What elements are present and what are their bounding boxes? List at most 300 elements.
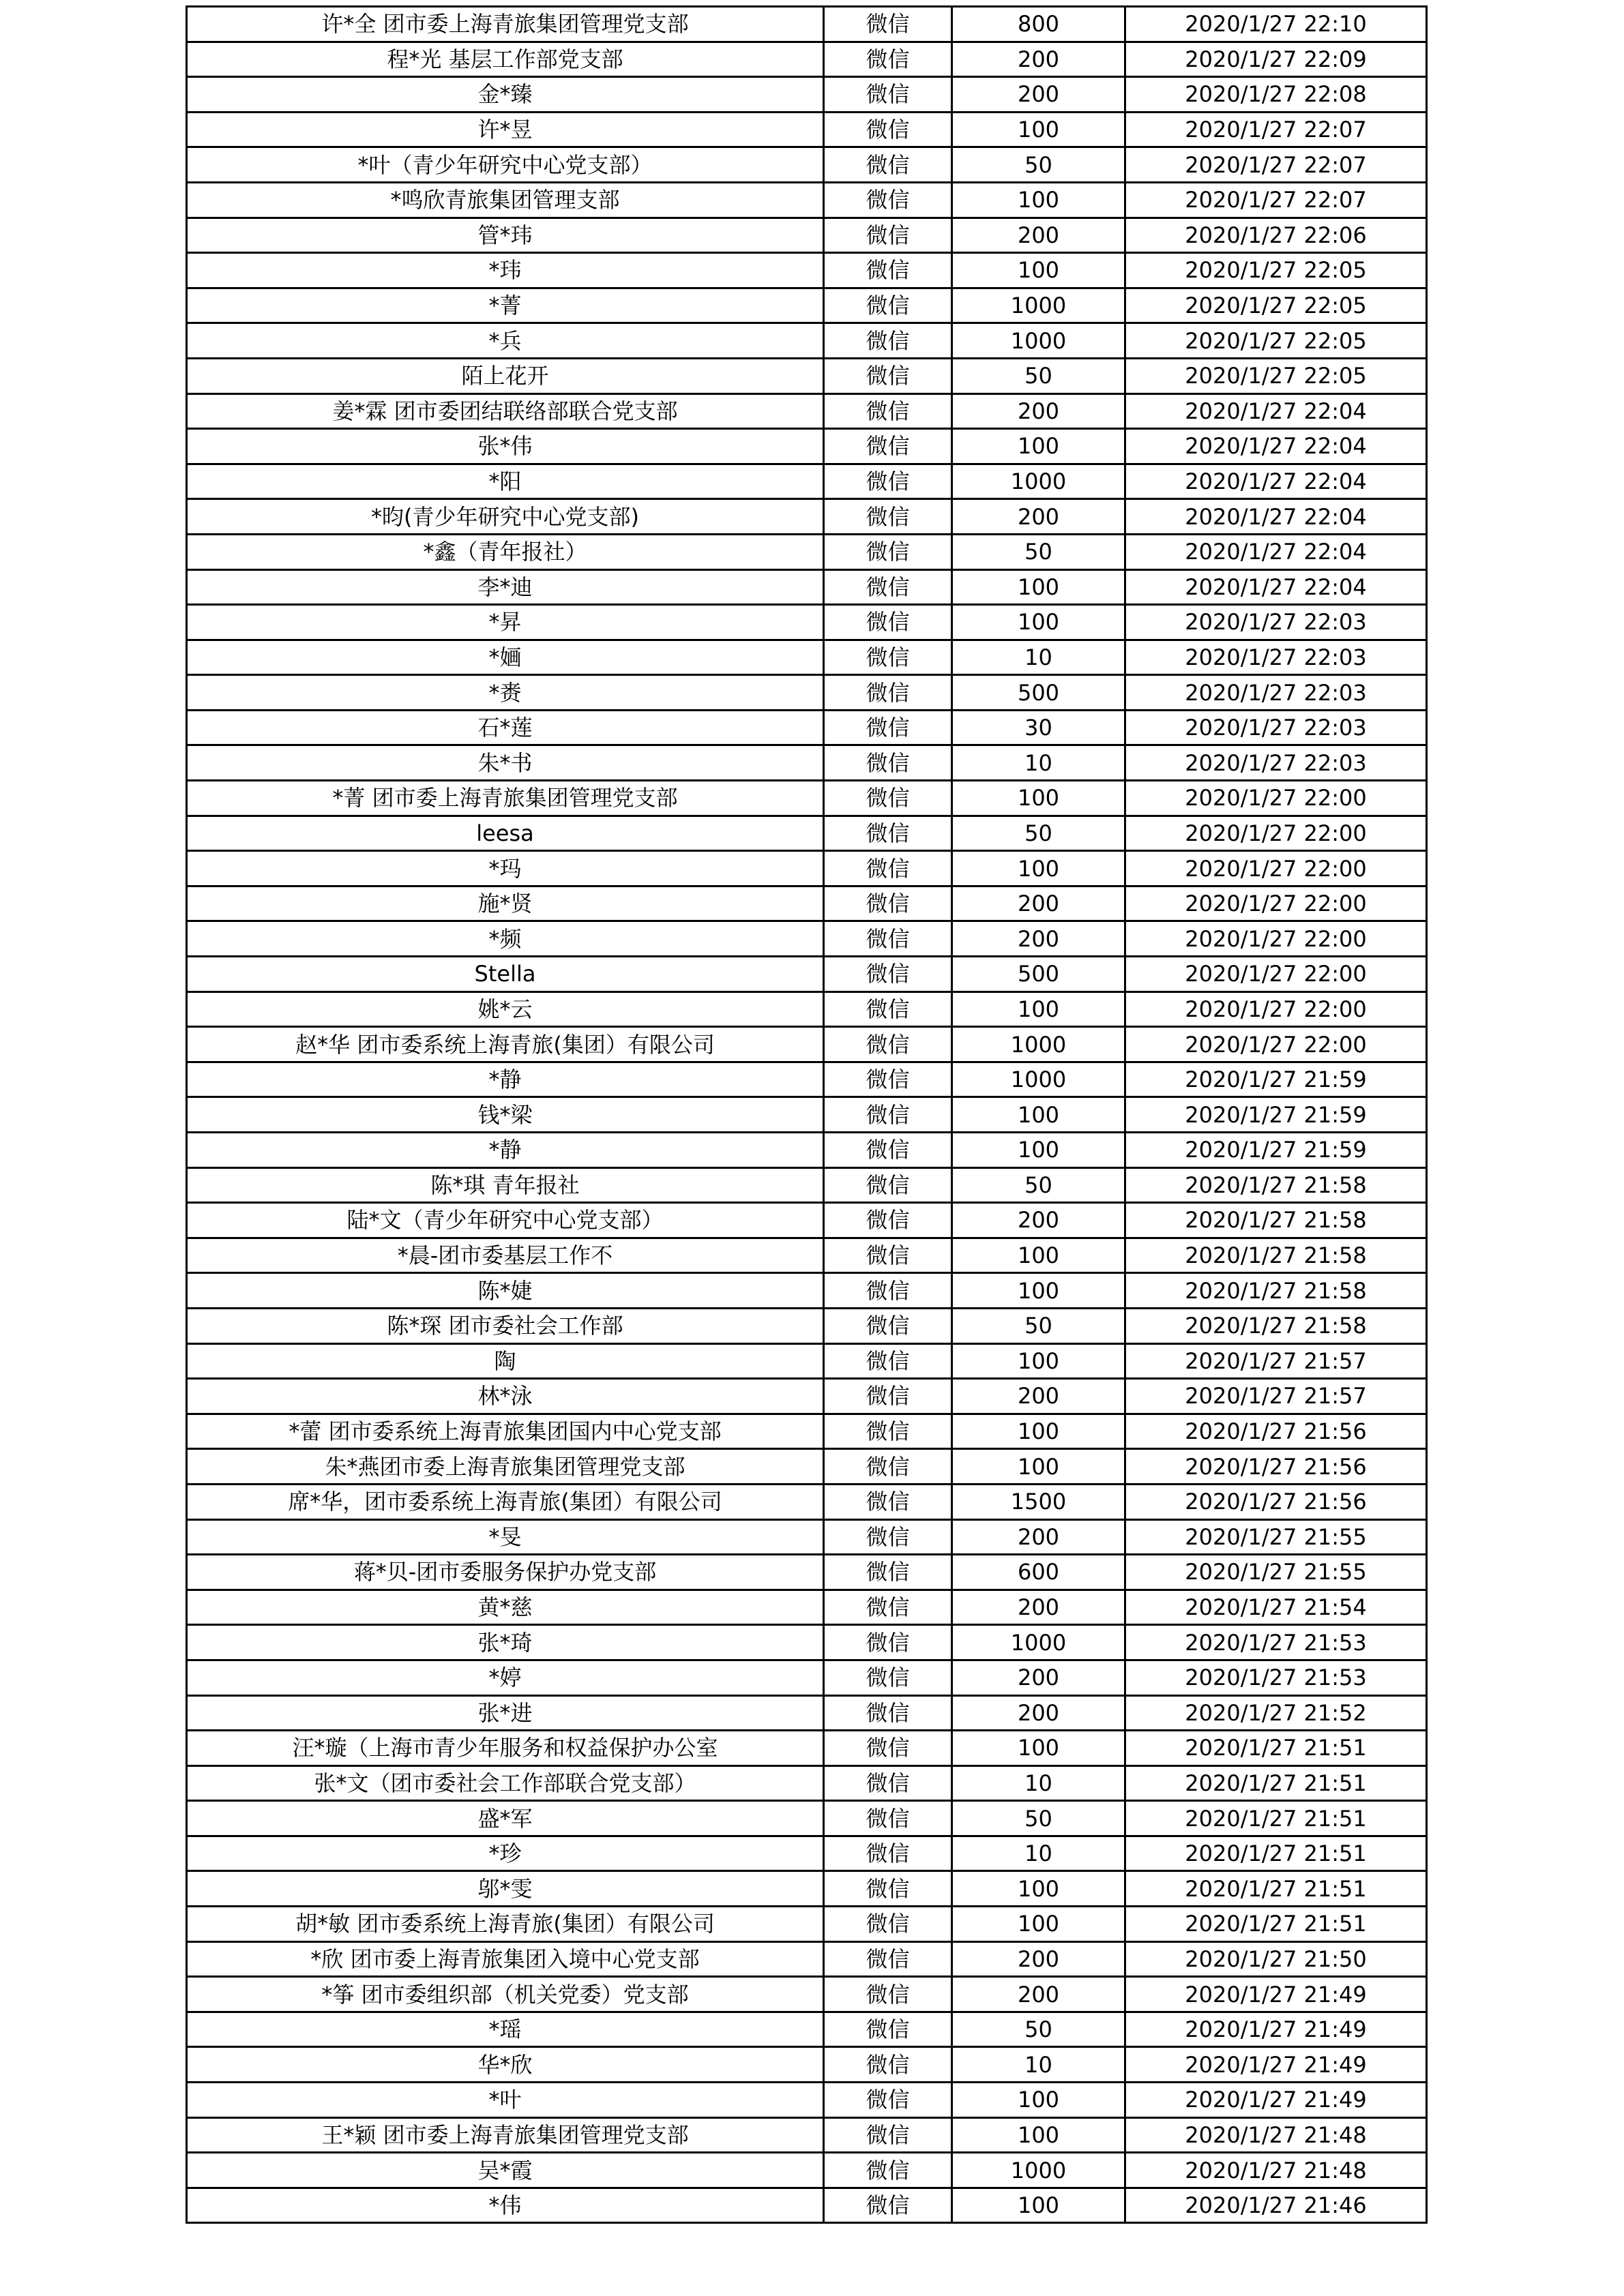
amount-cell: 10 [952,1765,1125,1801]
datetime-cell: 2020/1/27 22:03 [1125,710,1427,745]
donor-name-cell: 石*莲 [187,710,824,745]
datetime-cell: 2020/1/27 22:00 [1125,957,1427,992]
datetime-cell: 2020/1/27 21:51 [1125,1765,1427,1801]
table-row [187,112,1427,147]
datetime-cell: 2020/1/27 21:58 [1125,1203,1427,1238]
donor-name-cell: 张*伟 [187,429,824,464]
donor-name-cell: 钱*梁 [187,1097,824,1133]
amount-cell: 100 [952,429,1125,464]
table-row [187,358,1427,393]
donor-name-cell: 张*琦 [187,1625,824,1660]
payment-method-cell: 微信 [824,1590,952,1625]
datetime-cell: 2020/1/27 21:57 [1125,1379,1427,1414]
amount-cell: 10 [952,2047,1125,2083]
payment-method-cell: 微信 [824,7,952,42]
donor-name-cell: 盛*军 [187,1801,824,1836]
datetime-cell: 2020/1/27 22:04 [1125,429,1427,464]
payment-method-cell: 微信 [824,1907,952,1942]
payment-method-cell: 微信 [824,499,952,535]
datetime-cell: 2020/1/27 22:05 [1125,288,1427,323]
datetime-cell: 2020/1/27 22:04 [1125,499,1427,535]
payment-method-cell: 微信 [824,1871,952,1907]
donor-name-cell: 施*贤 [187,886,824,921]
payment-method-cell: 微信 [824,1238,952,1273]
amount-cell: 1000 [952,2153,1125,2188]
donor-name-cell: *菁 [187,288,824,323]
table-row [187,1027,1427,1062]
payment-method-cell: 微信 [824,1519,952,1555]
amount-cell: 200 [952,1695,1125,1731]
datetime-cell: 2020/1/27 21:49 [1125,2012,1427,2047]
payment-method-cell: 微信 [824,1273,952,1309]
table-row [187,1238,1427,1273]
donor-name-cell: *菁 团市委上海青旅集团管理党支部 [187,781,824,816]
datetime-cell: 2020/1/27 22:00 [1125,851,1427,886]
table-row [187,1941,1427,1977]
amount-cell: 100 [952,1731,1125,1766]
amount-cell: 1000 [952,1625,1125,1660]
amount-cell: 100 [952,605,1125,640]
amount-cell: 200 [952,886,1125,921]
payment-method-cell: 微信 [824,992,952,1027]
donor-name-cell: 李*迪 [187,569,824,605]
table-row [187,710,1427,745]
datetime-cell: 2020/1/27 22:04 [1125,464,1427,499]
table-row [187,1133,1427,1168]
table-row [187,147,1427,183]
payment-method-cell: 微信 [824,2117,952,2153]
datetime-cell: 2020/1/27 21:54 [1125,1590,1427,1625]
amount-cell: 50 [952,534,1125,569]
datetime-cell: 2020/1/27 21:51 [1125,1801,1427,1836]
donor-name-cell: *阳 [187,464,824,499]
table-row [187,7,1427,42]
donor-name-cell: 席*华，团市委系统上海青旅(集团）有限公司 [187,1484,824,1519]
payment-method-cell: 微信 [824,1379,952,1414]
table-row [187,1414,1427,1449]
amount-cell: 200 [952,1379,1125,1414]
table-row [187,1343,1427,1379]
payment-method-cell: 微信 [824,1097,952,1133]
donor-name-cell: 金*臻 [187,77,824,113]
amount-cell: 100 [952,1907,1125,1942]
amount-cell: 10 [952,745,1125,781]
amount-cell: 200 [952,1941,1125,1977]
donor-name-cell: 邬*雯 [187,1871,824,1907]
payment-method-cell: 微信 [824,288,952,323]
amount-cell: 50 [952,1801,1125,1836]
table-row [187,534,1427,569]
payment-method-cell: 微信 [824,1027,952,1062]
datetime-cell: 2020/1/27 22:00 [1125,781,1427,816]
donor-name-cell: 许*全 团市委上海青旅集团管理党支部 [187,7,824,42]
table-row [187,1097,1427,1133]
table-row [187,2117,1427,2153]
donor-name-cell: 陈*婕 [187,1273,824,1309]
datetime-cell: 2020/1/27 21:59 [1125,1133,1427,1168]
payment-method-cell: 微信 [824,147,952,183]
amount-cell: 100 [952,1871,1125,1907]
amount-cell: 800 [952,7,1125,42]
datetime-cell: 2020/1/27 22:07 [1125,182,1427,218]
payment-method-cell: 微信 [824,2153,952,2188]
donor-name-cell: *玛 [187,851,824,886]
table-row [187,1590,1427,1625]
payment-method-cell: 微信 [824,1555,952,1590]
table-row [187,1836,1427,1871]
datetime-cell: 2020/1/27 22:10 [1125,7,1427,42]
table-row [187,1062,1427,1097]
datetime-cell: 2020/1/27 21:46 [1125,2188,1427,2223]
donor-name-cell: 姜*霖 团市委团结联络部联合党支部 [187,393,824,429]
payment-method-cell: 微信 [824,1625,952,1660]
donation-table [186,5,1428,2224]
table-row [187,1555,1427,1590]
amount-cell: 1000 [952,1062,1125,1097]
payment-method-cell: 微信 [824,2083,952,2118]
datetime-cell: 2020/1/27 21:57 [1125,1343,1427,1379]
datetime-cell: 2020/1/27 22:03 [1125,675,1427,711]
datetime-cell: 2020/1/27 22:00 [1125,921,1427,957]
table-row [187,288,1427,323]
table-row [187,640,1427,675]
amount-cell: 100 [952,1133,1125,1168]
payment-method-cell: 微信 [824,675,952,711]
payment-method-cell: 微信 [824,1133,952,1168]
amount-cell: 30 [952,710,1125,745]
payment-method-cell: 微信 [824,218,952,253]
payment-method-cell: 微信 [824,957,952,992]
payment-method-cell: 微信 [824,1062,952,1097]
datetime-cell: 2020/1/27 21:52 [1125,1695,1427,1731]
donor-name-cell: *筝 团市委组织部（机关党委）党支部 [187,1977,824,2012]
datetime-cell: 2020/1/27 22:05 [1125,253,1427,288]
amount-cell: 200 [952,1977,1125,2012]
amount-cell: 200 [952,921,1125,957]
datetime-cell: 2020/1/27 21:59 [1125,1062,1427,1097]
table-row [187,1907,1427,1942]
amount-cell: 100 [952,781,1125,816]
amount-cell: 1000 [952,323,1125,359]
amount-cell: 1000 [952,1027,1125,1062]
amount-cell: 200 [952,1203,1125,1238]
donor-name-cell: 陶 [187,1343,824,1379]
table-row [187,393,1427,429]
amount-cell: 1000 [952,288,1125,323]
payment-method-cell: 微信 [824,534,952,569]
amount-cell: 100 [952,2083,1125,2118]
table-row [187,1801,1427,1836]
amount-cell: 100 [952,2117,1125,2153]
datetime-cell: 2020/1/27 22:06 [1125,218,1427,253]
donor-name-cell: 林*泳 [187,1379,824,1414]
datetime-cell: 2020/1/27 21:51 [1125,1907,1427,1942]
payment-method-cell: 微信 [824,253,952,288]
amount-cell: 1500 [952,1484,1125,1519]
donor-name-cell: *叶（青少年研究中心党支部） [187,147,824,183]
table-row [187,1625,1427,1660]
amount-cell: 50 [952,816,1125,851]
donor-name-cell: 赵*华 团市委系统上海青旅(集团）有限公司 [187,1027,824,1062]
table-row [187,781,1427,816]
amount-cell: 200 [952,42,1125,77]
payment-method-cell: 微信 [824,851,952,886]
payment-method-cell: 微信 [824,816,952,851]
donor-name-cell: 陈*琛 团市委社会工作部 [187,1308,824,1343]
payment-method-cell: 微信 [824,1414,952,1449]
payment-method-cell: 微信 [824,464,952,499]
donor-name-cell: *昀(青少年研究中心党支部) [187,499,824,535]
table-row [187,2047,1427,2083]
datetime-cell: 2020/1/27 21:49 [1125,2083,1427,2118]
donor-name-cell: 朱*书 [187,745,824,781]
amount-cell: 100 [952,1414,1125,1449]
datetime-cell: 2020/1/27 22:04 [1125,569,1427,605]
payment-method-cell: 微信 [824,745,952,781]
table-row [187,1871,1427,1907]
payment-method-cell: 微信 [824,429,952,464]
amount-cell: 50 [952,147,1125,183]
donor-name-cell: 张*文（团市委社会工作部联合党支部） [187,1765,824,1801]
table-row [187,218,1427,253]
donor-name-cell: 陈*琪 青年报社 [187,1167,824,1203]
payment-method-cell: 微信 [824,1203,952,1238]
datetime-cell: 2020/1/27 21:58 [1125,1273,1427,1309]
table-row [187,1660,1427,1695]
donor-name-cell: *玮 [187,253,824,288]
datetime-cell: 2020/1/27 21:48 [1125,2153,1427,2188]
datetime-cell: 2020/1/27 21:58 [1125,1308,1427,1343]
table-row [187,992,1427,1027]
datetime-cell: 2020/1/27 21:56 [1125,1449,1427,1485]
datetime-cell: 2020/1/27 21:58 [1125,1238,1427,1273]
amount-cell: 100 [952,112,1125,147]
datetime-cell: 2020/1/27 21:53 [1125,1625,1427,1660]
payment-method-cell: 微信 [824,1343,952,1379]
amount-cell: 100 [952,1097,1125,1133]
payment-method-cell: 微信 [824,1941,952,1977]
payment-method-cell: 微信 [824,1731,952,1766]
payment-method-cell: 微信 [824,921,952,957]
table-row [187,1273,1427,1309]
datetime-cell: 2020/1/27 22:05 [1125,323,1427,359]
table-row [187,816,1427,851]
amount-cell: 200 [952,1590,1125,1625]
amount-cell: 100 [952,1449,1125,1485]
amount-cell: 500 [952,675,1125,711]
datetime-cell: 2020/1/27 22:00 [1125,992,1427,1027]
amount-cell: 100 [952,253,1125,288]
amount-cell: 100 [952,569,1125,605]
datetime-cell: 2020/1/27 21:49 [1125,2047,1427,2083]
table-row [187,1977,1427,2012]
amount-cell: 50 [952,2012,1125,2047]
table-row [187,1731,1427,1766]
datetime-cell: 2020/1/27 21:55 [1125,1519,1427,1555]
payment-method-cell: 微信 [824,1308,952,1343]
donor-name-cell: *频 [187,921,824,957]
table-row [187,1167,1427,1203]
payment-method-cell: 微信 [824,1695,952,1731]
table-body [187,7,1427,2223]
payment-method-cell: 微信 [824,710,952,745]
datetime-cell: 2020/1/27 22:09 [1125,42,1427,77]
datetime-cell: 2020/1/27 21:48 [1125,2117,1427,2153]
table-row [187,464,1427,499]
donor-name-cell: 陌上花开 [187,358,824,393]
donor-name-cell: 陆*文（青少年研究中心党支部） [187,1203,824,1238]
payment-method-cell: 微信 [824,393,952,429]
payment-method-cell: 微信 [824,42,952,77]
payment-method-cell: 微信 [824,2047,952,2083]
donor-name-cell: *赉 [187,675,824,711]
datetime-cell: 2020/1/27 22:03 [1125,605,1427,640]
amount-cell: 50 [952,358,1125,393]
amount-cell: 1000 [952,464,1125,499]
amount-cell: 200 [952,499,1125,535]
table-row [187,2153,1427,2188]
table-row [187,1308,1427,1343]
table-row [187,851,1427,886]
donor-name-cell: *晨-团市委基层工作不 [187,1238,824,1273]
datetime-cell: 2020/1/27 22:04 [1125,534,1427,569]
donor-name-cell: *婷 [187,1660,824,1695]
table-row [187,1484,1427,1519]
donor-name-cell: 汪*璇（上海市青少年服务和权益保护办公室 [187,1731,824,1766]
datetime-cell: 2020/1/27 21:55 [1125,1555,1427,1590]
amount-cell: 100 [952,2188,1125,2223]
amount-cell: 500 [952,957,1125,992]
table-row [187,77,1427,113]
datetime-cell: 2020/1/27 22:05 [1125,358,1427,393]
payment-method-cell: 微信 [824,1765,952,1801]
donor-name-cell: *鑫（青年报社） [187,534,824,569]
amount-cell: 10 [952,640,1125,675]
datetime-cell: 2020/1/27 22:08 [1125,77,1427,113]
datetime-cell: 2020/1/27 21:53 [1125,1660,1427,1695]
donor-name-cell: 蒋*贝-团市委服务保护办党支部 [187,1555,824,1590]
datetime-cell: 2020/1/27 21:56 [1125,1484,1427,1519]
donor-name-cell: *珍 [187,1836,824,1871]
payment-method-cell: 微信 [824,1449,952,1485]
datetime-cell: 2020/1/27 21:51 [1125,1731,1427,1766]
table-row [187,745,1427,781]
datetime-cell: 2020/1/27 22:04 [1125,393,1427,429]
donor-name-cell: *昇 [187,605,824,640]
donor-name-cell: *欣 团市委上海青旅集团入境中心党支部 [187,1941,824,1977]
donor-name-cell: leesa [187,816,824,851]
amount-cell: 200 [952,218,1125,253]
payment-method-cell: 微信 [824,1484,952,1519]
donor-name-cell: *静 [187,1133,824,1168]
donor-name-cell: 管*玮 [187,218,824,253]
amount-cell: 100 [952,182,1125,218]
donor-name-cell: 华*欣 [187,2047,824,2083]
amount-cell: 50 [952,1308,1125,1343]
payment-method-cell: 微信 [824,605,952,640]
datetime-cell: 2020/1/27 22:07 [1125,112,1427,147]
donor-name-cell: *蕾 团市委系统上海青旅集团国内中心党支部 [187,1414,824,1449]
datetime-cell: 2020/1/27 22:00 [1125,816,1427,851]
table-row [187,253,1427,288]
donor-name-cell: *静 [187,1062,824,1097]
donor-name-cell: 黄*慈 [187,1590,824,1625]
table-row [187,323,1427,359]
datetime-cell: 2020/1/27 22:00 [1125,886,1427,921]
table-row [187,2012,1427,2047]
datetime-cell: 2020/1/27 21:49 [1125,1977,1427,2012]
payment-method-cell: 微信 [824,1660,952,1695]
table-row [187,1765,1427,1801]
donor-name-cell: 许*昱 [187,112,824,147]
datetime-cell: 2020/1/27 22:03 [1125,640,1427,675]
donor-name-cell: 朱*燕团市委上海青旅集团管理党支部 [187,1449,824,1485]
payment-method-cell: 微信 [824,323,952,359]
table-row [187,886,1427,921]
datetime-cell: 2020/1/27 22:07 [1125,147,1427,183]
table-row [187,605,1427,640]
donor-name-cell: 张*进 [187,1695,824,1731]
amount-cell: 100 [952,992,1125,1027]
amount-cell: 200 [952,1660,1125,1695]
donor-name-cell: *婳 [187,640,824,675]
donor-name-cell: 胡*敏 团市委系统上海青旅(集团）有限公司 [187,1907,824,1942]
table-row [187,957,1427,992]
datetime-cell: 2020/1/27 21:56 [1125,1414,1427,1449]
payment-method-cell: 微信 [824,886,952,921]
datetime-cell: 2020/1/27 21:51 [1125,1871,1427,1907]
table-row [187,1519,1427,1555]
donor-name-cell: *兵 [187,323,824,359]
amount-cell: 100 [952,851,1125,886]
donor-name-cell: *伟 [187,2188,824,2223]
payment-method-cell: 微信 [824,1977,952,2012]
donor-name-cell: 程*光 基层工作部党支部 [187,42,824,77]
amount-cell: 200 [952,393,1125,429]
table-row [187,2188,1427,2223]
table-row [187,1203,1427,1238]
payment-method-cell: 微信 [824,1167,952,1203]
payment-method-cell: 微信 [824,569,952,605]
amount-cell: 100 [952,1343,1125,1379]
payment-method-cell: 微信 [824,1801,952,1836]
amount-cell: 200 [952,77,1125,113]
donor-name-cell: Stella [187,957,824,992]
table-row [187,42,1427,77]
datetime-cell: 2020/1/27 21:50 [1125,1941,1427,1977]
donor-name-cell: *叶 [187,2083,824,2118]
table-row [187,2083,1427,2118]
donor-name-cell: *瑶 [187,2012,824,2047]
datetime-cell: 2020/1/27 21:59 [1125,1097,1427,1133]
table-row [187,499,1427,535]
payment-method-cell: 微信 [824,1836,952,1871]
payment-method-cell: 微信 [824,112,952,147]
table-row [187,1379,1427,1414]
table-row [187,921,1427,957]
payment-method-cell: 微信 [824,358,952,393]
donor-name-cell: 王*颖 团市委上海青旅集团管理党支部 [187,2117,824,2153]
datetime-cell: 2020/1/27 22:03 [1125,745,1427,781]
donor-name-cell: *鸣欣青旅集团管理支部 [187,182,824,218]
payment-method-cell: 微信 [824,2012,952,2047]
datetime-cell: 2020/1/27 22:00 [1125,1027,1427,1062]
donor-name-cell: *旻 [187,1519,824,1555]
payment-method-cell: 微信 [824,640,952,675]
donor-name-cell: 吴*霞 [187,2153,824,2188]
amount-cell: 50 [952,1167,1125,1203]
payment-method-cell: 微信 [824,77,952,113]
